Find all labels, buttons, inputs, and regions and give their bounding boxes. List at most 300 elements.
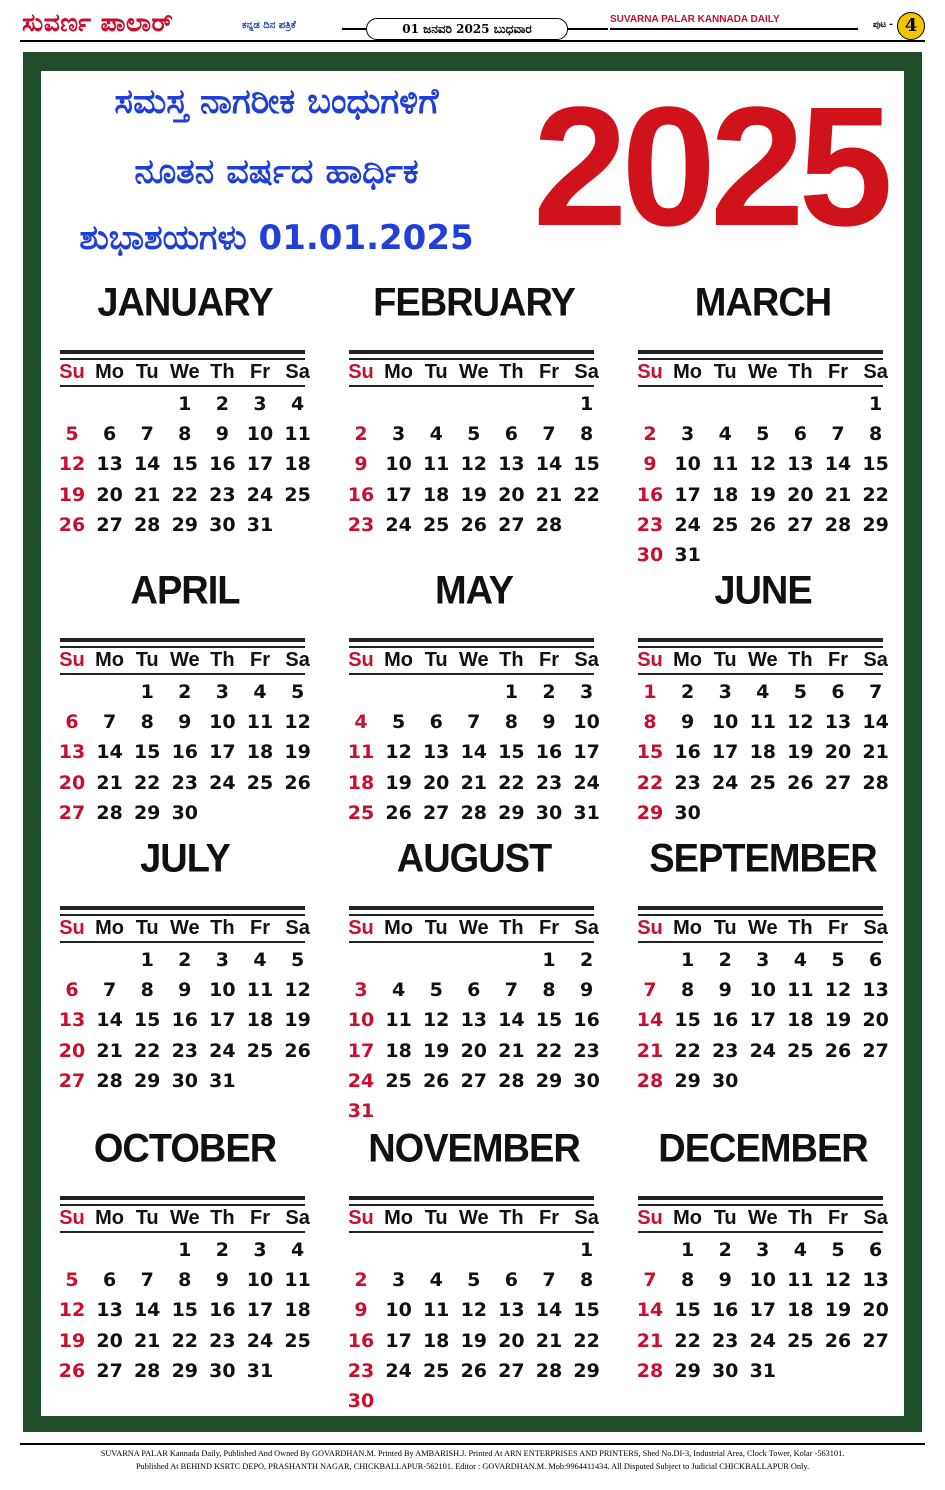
calendar-date: 24 <box>711 771 739 794</box>
calendar-date: 31 <box>749 1359 777 1382</box>
weekday-label: We <box>169 917 200 939</box>
calendar-date: 17 <box>385 483 412 506</box>
weekday-label: We <box>458 917 489 939</box>
calendar-date: 31 <box>246 1359 274 1382</box>
calendar-date: 15 <box>674 1009 701 1032</box>
month-rule <box>349 906 594 910</box>
calendar-date: 23 <box>209 483 236 506</box>
month-rule <box>60 1204 305 1206</box>
month-name: NOVEMBER <box>368 1126 580 1172</box>
weekday-label: Su <box>59 361 85 383</box>
calendar-date: 19 <box>824 1009 852 1032</box>
calendar-date: 1 <box>579 1239 594 1261</box>
calendar-date: 1 <box>178 1239 192 1261</box>
month-rule <box>349 1196 594 1200</box>
calendar-date: 14 <box>535 1299 563 1322</box>
calendar-date: 19 <box>460 1329 488 1352</box>
sunday-date: 2 <box>643 423 657 446</box>
calendar-date: 27 <box>96 1359 123 1382</box>
weekday-label: Mo <box>673 649 703 671</box>
month-rule <box>349 941 594 943</box>
sunday-date: 1 <box>643 681 657 703</box>
calendar-date: 29 <box>133 801 161 824</box>
weekday-label: Tu <box>135 361 159 383</box>
calendar-date: 26 <box>749 513 777 536</box>
month-rule <box>349 638 594 642</box>
calendar-date: 4 <box>718 423 732 446</box>
sunday-date: 14 <box>636 1009 664 1032</box>
month-name: SEPTEMBER <box>649 836 877 882</box>
calendar-date: 22 <box>674 1039 701 1062</box>
calendar-date: 14 <box>824 453 852 476</box>
calendar-date: 19 <box>460 483 488 506</box>
calendar-date: 9 <box>542 711 556 734</box>
calendar-date: 24 <box>573 771 600 794</box>
calendar-date: 21 <box>96 1039 123 1062</box>
calendar-date: 21 <box>96 771 123 794</box>
calendar-date: 10 <box>674 453 701 476</box>
month-rule <box>638 1196 883 1200</box>
calendar-date: 4 <box>793 949 807 971</box>
calendar-date: 16 <box>535 741 563 764</box>
month-rule <box>349 385 594 387</box>
calendar-date: 13 <box>498 453 525 476</box>
calendar-date: 25 <box>787 1039 814 1062</box>
calendar-date: 10 <box>209 711 236 734</box>
calendar-date: 24 <box>674 513 701 536</box>
weekday-label: We <box>747 917 778 939</box>
calendar-date: 1 <box>140 681 154 703</box>
calendar-date: 18 <box>385 1039 412 1062</box>
weekday-label: Sa <box>863 917 888 939</box>
weekday-header <box>349 1207 601 1231</box>
calendar-date: 1 <box>579 393 594 415</box>
calendar-date: 16 <box>209 1299 236 1322</box>
calendar-date: 20 <box>824 741 852 764</box>
weekday-label: Mo <box>95 649 125 671</box>
calendar-date: 10 <box>573 711 600 734</box>
calendar-date: 1 <box>178 393 192 415</box>
calendar-date: 13 <box>422 741 450 764</box>
weekday-label: Mo <box>95 917 125 939</box>
month-rule <box>638 673 883 675</box>
calendar-date: 3 <box>680 423 695 446</box>
calendar-date: 4 <box>756 681 770 703</box>
weekday-label: We <box>747 649 778 671</box>
calendar-date: 6 <box>429 711 443 734</box>
calendar-date: 20 <box>862 1299 889 1322</box>
sunday-date: 7 <box>643 1269 657 1292</box>
calendar-date: 26 <box>284 771 311 794</box>
calendar-date: 29 <box>573 1359 600 1382</box>
calendar-date: 2 <box>718 949 732 971</box>
calendar-date: 15 <box>498 741 525 764</box>
calendar-date: 22 <box>133 1039 161 1062</box>
calendar-date: 30 <box>711 1069 739 1092</box>
calendar-date: 18 <box>749 741 777 764</box>
calendar-date: 28 <box>535 1359 563 1382</box>
calendar-date: 1 <box>680 1239 695 1261</box>
calendar-date: 10 <box>246 423 274 446</box>
calendar-date: 16 <box>171 741 199 764</box>
sunday-date: 5 <box>65 1269 79 1292</box>
weekday-label: Mo <box>673 361 703 383</box>
weekday-label: We <box>169 361 200 383</box>
calendar-date: 1 <box>542 949 556 971</box>
calendar-date: 8 <box>579 423 594 446</box>
calendar-date: 9 <box>178 979 192 1002</box>
month-rule <box>349 350 594 354</box>
calendar-date: 19 <box>749 483 777 506</box>
calendar-date: 23 <box>573 1039 600 1062</box>
calendar-date: 28 <box>824 513 852 536</box>
weekday-label: Th <box>788 361 813 383</box>
calendar-date: 18 <box>284 453 311 476</box>
sunday-date: 19 <box>58 483 86 506</box>
calendar-date: 16 <box>171 1009 199 1032</box>
greeting-line-3: ಶುಭಾಶಯಗಳು 01.01.2025 <box>79 218 474 258</box>
calendar-date: 8 <box>178 1269 192 1292</box>
calendar-date: 7 <box>102 711 117 734</box>
weekday-label: Fr <box>250 361 270 383</box>
calendar-date: 14 <box>133 453 161 476</box>
calendar-date: 5 <box>290 681 305 703</box>
sunday-date: 6 <box>65 711 79 734</box>
weekday-label: Mo <box>673 1207 703 1229</box>
calendar-date: 11 <box>385 1009 412 1032</box>
calendar-date: 7 <box>542 423 556 446</box>
calendar-date: 5 <box>756 423 770 446</box>
calendar-date: 12 <box>824 979 852 1002</box>
weekday-label: Fr <box>828 1207 848 1229</box>
calendar-date: 8 <box>140 711 154 734</box>
month-rule <box>349 914 594 916</box>
sunday-date: 13 <box>58 741 86 764</box>
calendar-date: 5 <box>831 949 845 971</box>
weekday-header <box>349 361 601 385</box>
calendar-date: 10 <box>749 1269 777 1292</box>
month-rule <box>60 1196 305 1200</box>
weekday-label: Su <box>348 1207 374 1229</box>
sunday-date: 27 <box>58 1069 86 1092</box>
calendar-date: 12 <box>284 979 311 1002</box>
weekday-label: Tu <box>135 649 159 671</box>
calendar-date: 10 <box>385 453 412 476</box>
calendar-date: 13 <box>96 1299 123 1322</box>
issue-date: 01 ಜನವರಿ 2025 ಬುಧವಾರ <box>366 18 568 40</box>
calendar-date: 19 <box>422 1039 450 1062</box>
calendar-date: 3 <box>253 1239 267 1261</box>
calendar-date: 12 <box>787 711 814 734</box>
calendar-date: 17 <box>749 1299 777 1322</box>
calendar-date: 18 <box>787 1299 814 1322</box>
calendar-date: 27 <box>862 1039 889 1062</box>
weekday-label: Tu <box>424 917 448 939</box>
masthead-divider <box>568 28 608 30</box>
calendar-date: 27 <box>824 771 852 794</box>
calendar-date: 12 <box>284 711 311 734</box>
calendar-date: 23 <box>171 771 199 794</box>
weekday-label: Su <box>348 917 374 939</box>
sunday-date: 3 <box>354 979 368 1002</box>
weekday-label: Su <box>637 917 663 939</box>
weekday-label: We <box>747 1207 778 1229</box>
calendar-date: 20 <box>787 483 814 506</box>
calendar-date: 26 <box>385 801 412 824</box>
calendar-date: 10 <box>749 979 777 1002</box>
sunday-date: 21 <box>636 1329 664 1352</box>
calendar-date: 22 <box>573 483 600 506</box>
calendar-date: 10 <box>246 1269 274 1292</box>
calendar-date: 14 <box>535 453 563 476</box>
weekday-label: Sa <box>285 649 310 671</box>
weekday-label: Sa <box>285 361 310 383</box>
month-rule <box>638 914 883 916</box>
sunday-date: 11 <box>347 741 375 764</box>
calendar-date: 8 <box>140 979 154 1002</box>
calendar-date: 18 <box>422 1329 450 1352</box>
month-name: APRIL <box>130 568 240 614</box>
month-rule <box>638 638 883 642</box>
calendar-date: 24 <box>246 483 274 506</box>
calendar-date: 3 <box>391 423 406 446</box>
calendar-date: 7 <box>868 681 883 703</box>
calendar-date: 4 <box>290 1239 305 1261</box>
calendar-date: 9 <box>680 711 695 734</box>
calendar-date: 20 <box>862 1009 889 1032</box>
calendar-date: 11 <box>711 453 739 476</box>
calendar-date: 26 <box>460 513 488 536</box>
calendar-date: 10 <box>711 711 739 734</box>
sunday-date: 26 <box>58 1359 86 1382</box>
calendar-date: 5 <box>429 979 443 1002</box>
weekday-label: Su <box>637 649 663 671</box>
sunday-date: 12 <box>58 1299 86 1322</box>
weekday-label: Mo <box>95 1207 125 1229</box>
sunday-date: 16 <box>347 1329 375 1352</box>
calendar-date: 6 <box>868 1239 883 1261</box>
calendar-date: 7 <box>831 423 845 446</box>
calendar-date: 12 <box>460 453 488 476</box>
weekday-label: Fr <box>828 649 848 671</box>
calendar-date: 29 <box>674 1359 701 1382</box>
weekday-label: Tu <box>424 361 448 383</box>
calendar-date: 18 <box>422 483 450 506</box>
calendar-date: 30 <box>171 1069 199 1092</box>
sunday-date: 18 <box>347 771 375 794</box>
weekday-label: Fr <box>250 649 270 671</box>
calendar-date: 30 <box>573 1069 600 1092</box>
calendar-date: 26 <box>787 771 814 794</box>
sunday-date: 30 <box>636 544 664 566</box>
month-rule <box>60 385 305 387</box>
calendar-date: 2 <box>178 949 192 971</box>
calendar-date: 12 <box>385 741 412 764</box>
month-rule <box>638 941 883 943</box>
calendar-date: 4 <box>391 979 406 1002</box>
calendar-date: 25 <box>284 1329 311 1352</box>
calendar-date: 21 <box>460 771 488 794</box>
weekday-label: Sa <box>863 1207 888 1229</box>
calendar-date: 30 <box>171 801 199 824</box>
greeting-line-1: ಸಮಸ್ತ ನಾಗರೀಕ ಬಂಧುಗಳಿಗೆ <box>114 82 439 122</box>
calendar-date: 28 <box>460 801 488 824</box>
calendar-date: 29 <box>674 1069 701 1092</box>
sunday-date: 23 <box>347 513 375 536</box>
month-rule <box>60 914 305 916</box>
weekday-label: Sa <box>574 361 599 383</box>
calendar-date: 28 <box>535 513 563 536</box>
calendar-date: 5 <box>391 711 406 734</box>
calendar-date: 2 <box>579 949 594 971</box>
weekday-label: We <box>458 361 489 383</box>
month-rule <box>60 638 305 642</box>
calendar-date: 2 <box>680 681 695 703</box>
calendar-date: 25 <box>787 1329 814 1352</box>
month-rule <box>60 673 305 675</box>
calendar-date: 8 <box>504 711 518 734</box>
sunday-date: 17 <box>347 1039 375 1062</box>
calendar-date: 29 <box>133 1069 161 1092</box>
calendar-date: 13 <box>498 1299 525 1322</box>
weekday-label: Tu <box>424 649 448 671</box>
masthead-divider <box>610 28 858 30</box>
sunday-date: 19 <box>58 1329 86 1352</box>
weekday-label: Fr <box>828 361 848 383</box>
calendar-date: 15 <box>171 453 199 476</box>
calendar-date: 20 <box>460 1039 488 1062</box>
weekday-header <box>60 1207 312 1231</box>
calendar-date: 15 <box>674 1299 701 1322</box>
month-name: DECEMBER <box>658 1126 868 1172</box>
calendar-date: 10 <box>385 1299 412 1322</box>
calendar-date: 27 <box>460 1069 488 1092</box>
weekday-label: Th <box>788 917 813 939</box>
sunday-date: 16 <box>636 483 664 506</box>
calendar-date: 21 <box>133 483 161 506</box>
calendar-date: 8 <box>868 423 883 446</box>
calendar-date: 11 <box>284 423 311 446</box>
weekday-label: Fr <box>250 1207 270 1229</box>
sunday-date: 24 <box>347 1069 375 1092</box>
weekday-label: Mo <box>673 917 703 939</box>
calendar-date: 2 <box>718 1239 732 1261</box>
calendar-date: 12 <box>422 1009 450 1032</box>
calendar-date: 4 <box>429 423 443 446</box>
calendar-date: 11 <box>422 1299 450 1322</box>
calendar-date: 17 <box>246 1299 274 1322</box>
calendar-date: 22 <box>535 1039 563 1062</box>
sunday-date: 14 <box>636 1299 664 1322</box>
greeting-line-2: ನೂತನ ವರ್ಷದ ಹಾರ್ಧಿಕ <box>134 152 419 192</box>
calendar-date: 23 <box>711 1039 739 1062</box>
calendar-date: 9 <box>178 711 192 734</box>
weekday-label: Sa <box>285 917 310 939</box>
weekday-label: Sa <box>863 649 888 671</box>
weekday-label: Su <box>637 1207 663 1229</box>
calendar-date: 3 <box>253 393 267 415</box>
calendar-date: 22 <box>171 483 199 506</box>
sunday-date: 7 <box>643 979 657 1002</box>
weekday-label: Fr <box>539 649 559 671</box>
footer-imprint-line-1: SUVARNA PALAR Kannada Daily, Published And Owned By GOVARDHAN.M. Printed By AMBARISH.J. Printed At ARN ENTERPRISES AND PRINTERS, Shed No.DI-3, Industrial Area, Clock Tower, Kolar -563101. <box>100 1449 845 1458</box>
weekday-label: Fr <box>828 917 848 939</box>
calendar-date: 31 <box>209 1069 236 1092</box>
calendar-date: 24 <box>385 513 412 536</box>
sunday-date: 29 <box>636 801 664 824</box>
calendar-date: 29 <box>171 1359 199 1382</box>
month-name: AUGUST <box>396 836 552 882</box>
calendar-date: 13 <box>824 711 852 734</box>
calendar-date: 25 <box>246 1039 274 1062</box>
masthead <box>20 8 925 40</box>
weekday-label: We <box>458 1207 489 1229</box>
calendar-date: 20 <box>498 483 525 506</box>
weekday-label: Sa <box>574 649 599 671</box>
calendar-date: 4 <box>253 681 267 703</box>
calendar-date: 5 <box>467 423 481 446</box>
calendar-date: 22 <box>133 771 161 794</box>
calendar-date: 14 <box>96 741 123 764</box>
calendar-date: 9 <box>718 979 732 1002</box>
calendar-date: 18 <box>246 741 274 764</box>
weekday-label: Fr <box>539 917 559 939</box>
calendar-date: 11 <box>787 1269 814 1292</box>
calendar-date: 6 <box>102 423 117 446</box>
calendar-date: 19 <box>787 741 814 764</box>
calendar-date: 17 <box>749 1009 777 1032</box>
weekday-label: Tu <box>135 1207 159 1229</box>
calendar-date: 13 <box>96 453 123 476</box>
calendar-date: 19 <box>284 1009 311 1032</box>
calendar-date: 20 <box>422 771 450 794</box>
sunday-date: 10 <box>347 1009 375 1032</box>
weekday-label: Tu <box>713 917 737 939</box>
weekday-label: Tu <box>713 649 737 671</box>
calendar-date: 3 <box>215 681 229 703</box>
sunday-date: 8 <box>643 711 657 734</box>
calendar-date: 26 <box>824 1329 852 1352</box>
calendar-date: 8 <box>680 979 695 1002</box>
weekday-label: Th <box>499 1207 524 1229</box>
calendar-date: 7 <box>140 1269 154 1292</box>
weekday-label: We <box>458 649 489 671</box>
calendar-date: 21 <box>133 1329 161 1352</box>
weekday-label: We <box>747 361 778 383</box>
calendar-date: 23 <box>711 1329 739 1352</box>
weekday-header <box>349 917 601 941</box>
calendar-date: 11 <box>749 711 777 734</box>
calendar-date: 26 <box>284 1039 311 1062</box>
sunday-date: 28 <box>636 1359 664 1382</box>
calendar-date: 2 <box>215 393 229 415</box>
calendar-date: 16 <box>209 453 236 476</box>
calendar-date: 14 <box>96 1009 123 1032</box>
weekday-label: Mo <box>95 361 125 383</box>
month-rule <box>60 906 305 910</box>
calendar-date: 9 <box>215 1269 229 1292</box>
month-name: OCTOBER <box>93 1126 277 1172</box>
calendar-date: 24 <box>749 1039 777 1062</box>
calendar-date: 3 <box>391 1269 406 1292</box>
calendar-date: 19 <box>284 741 311 764</box>
month-rule <box>60 358 305 360</box>
calendar-date: 7 <box>102 979 117 1002</box>
weekday-label: Tu <box>713 361 737 383</box>
calendar-date: 31 <box>573 801 600 824</box>
calendar-date: 7 <box>140 423 154 446</box>
calendar-date: 6 <box>831 681 845 703</box>
